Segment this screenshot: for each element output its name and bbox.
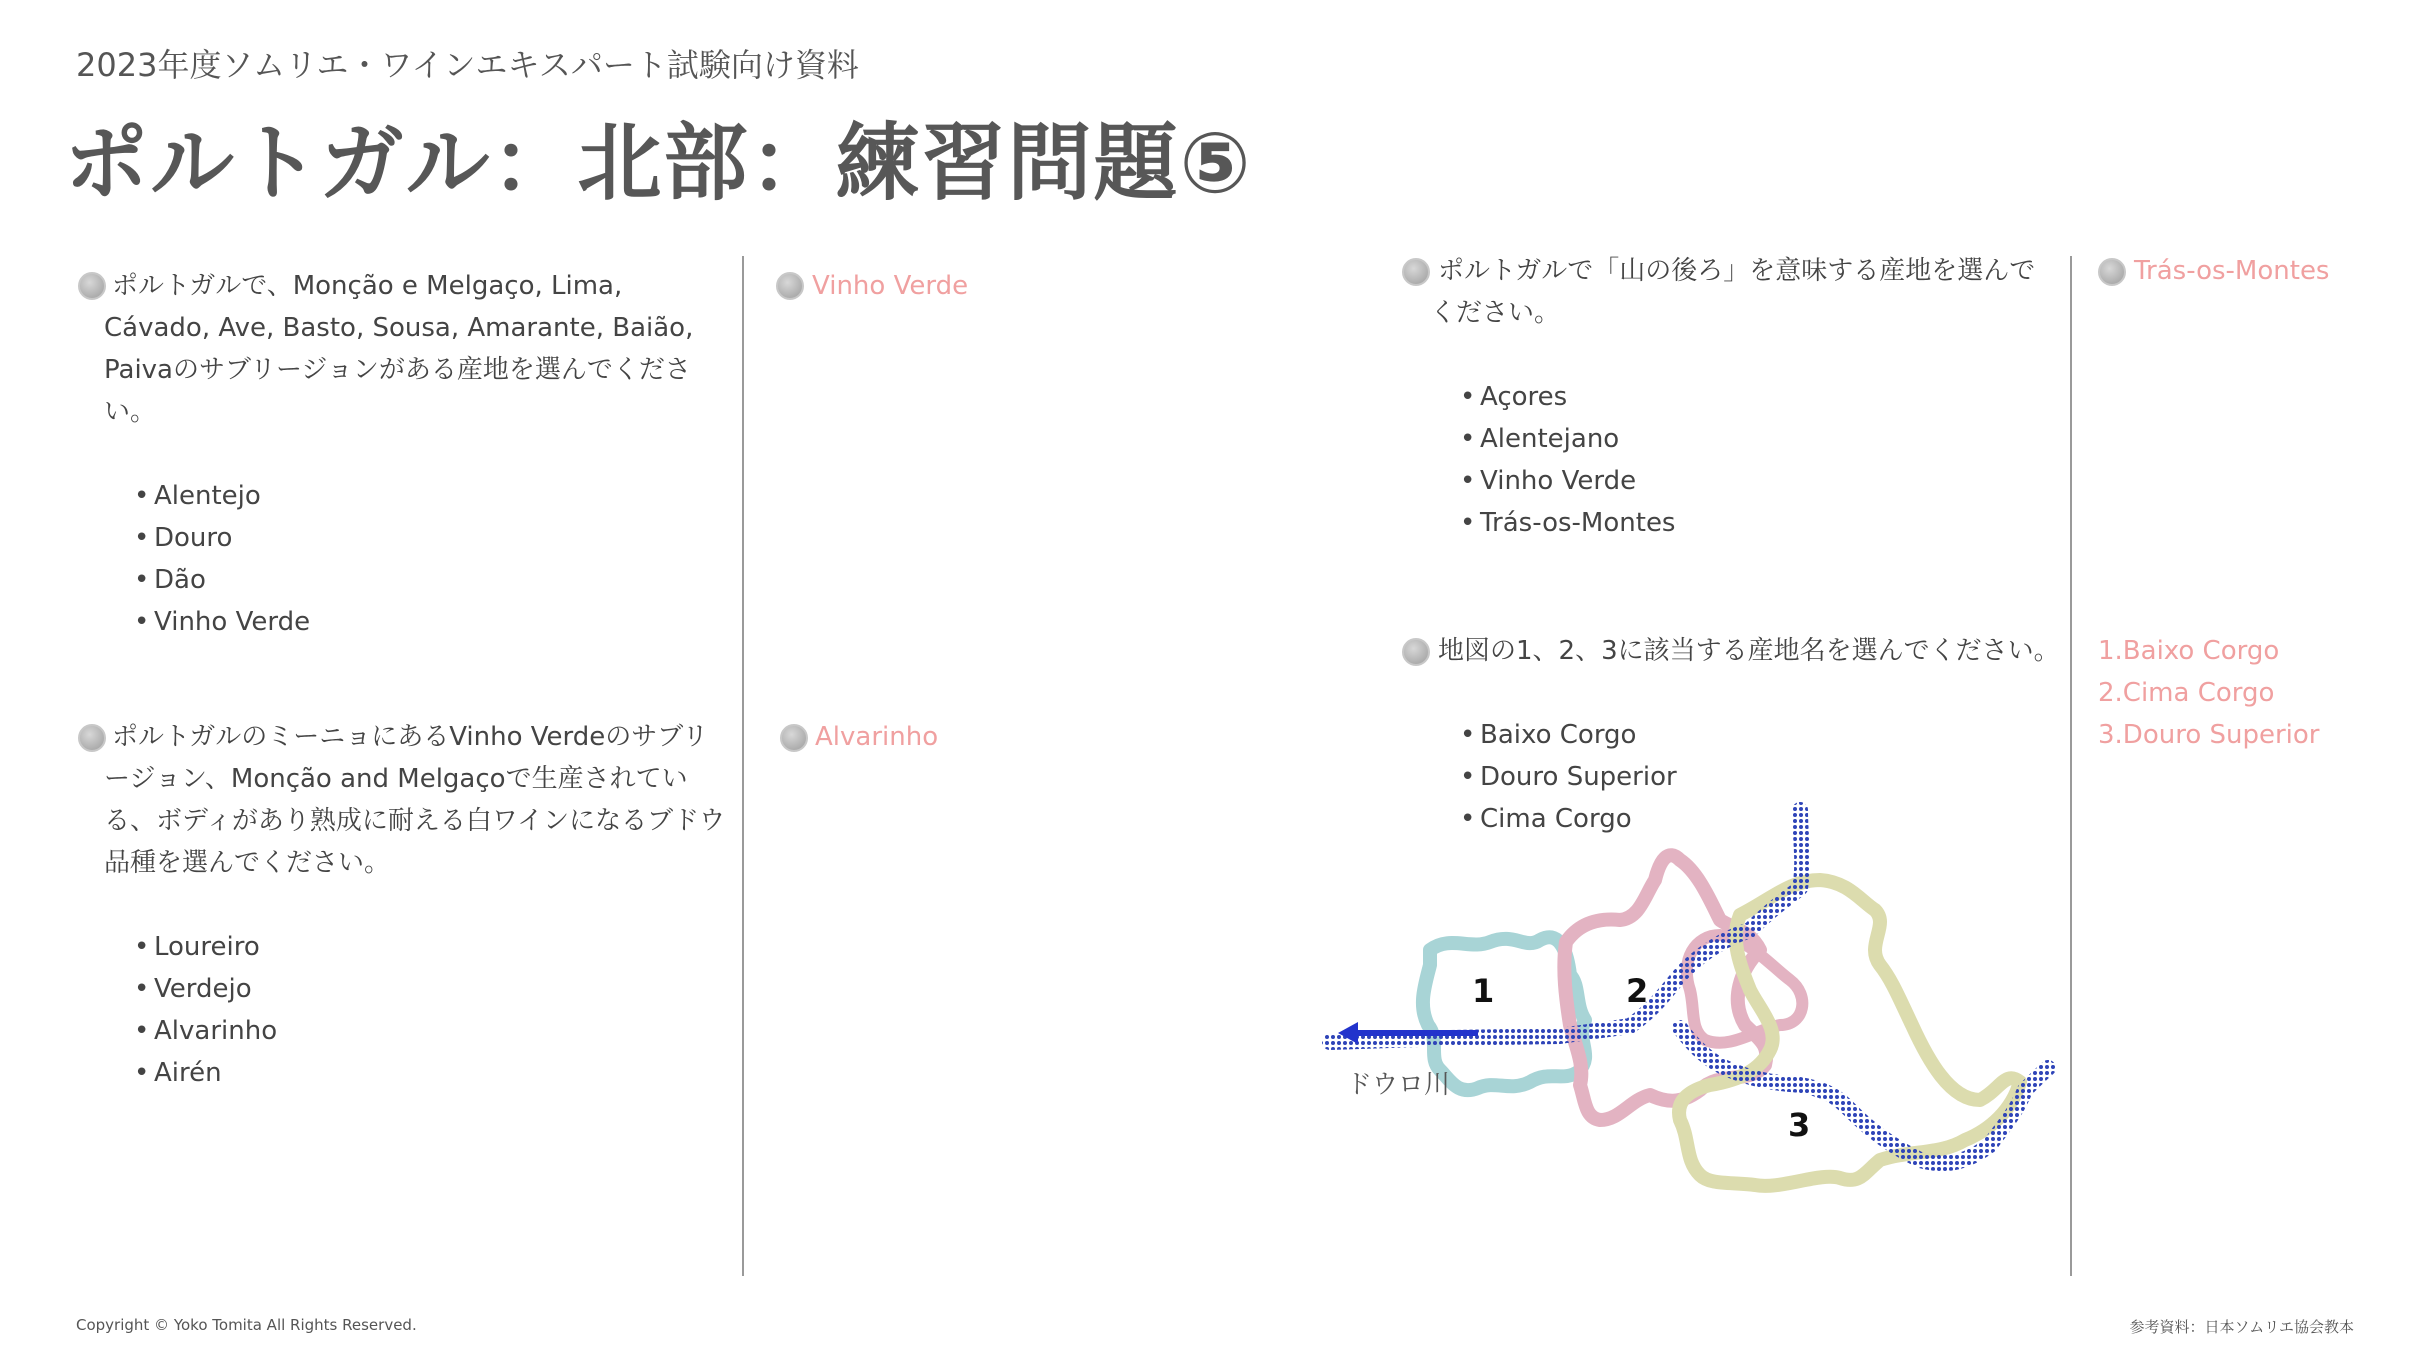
divider-right xyxy=(2070,256,2072,1276)
river-label: ドウロ川 xyxy=(1346,1070,1451,1100)
answer-item: 3.Douro Superior xyxy=(2098,720,2320,750)
douro-map xyxy=(1300,800,2060,1240)
option: • Loureiro xyxy=(126,926,726,968)
question-3-marker-icon xyxy=(1402,258,1430,286)
question-1 xyxy=(104,265,714,643)
page-title: ポルトガル：北部：練習問題⑤ xyxy=(64,114,1253,212)
copyright: Copyright © Yoko Tomita All Rights Reserved. xyxy=(76,1316,417,1334)
question-1-text: ポルトガルで、Monção e Melgaço, Lima, Cávado, Ave, Basto, Sousa, Amarante, Baião, Paivaのサブリージョンがある産地を選んでください。 xyxy=(104,271,694,427)
question-1-marker-icon xyxy=(78,272,106,300)
question-3 xyxy=(1430,250,2054,544)
douro-map-drawing xyxy=(1300,800,2060,1240)
region-3-outline xyxy=(1679,880,2020,1186)
question-2-options xyxy=(104,926,726,1094)
divider-left xyxy=(742,256,744,1276)
option: • Verdejo xyxy=(126,968,726,1010)
option: • Douro xyxy=(126,517,714,559)
answer-2: Alvarinho xyxy=(815,722,939,752)
question-3-text: ポルトガルで「山の後ろ」を意味する産地を選んでください。 xyxy=(1430,256,2036,328)
option: • Vinho Verde xyxy=(1452,460,2054,502)
question-2 xyxy=(104,716,726,1094)
answer-2-marker-icon xyxy=(780,724,808,752)
page-subtitle: 2023年度ソムリエ・ワインエキスパート試験向け資料 xyxy=(76,46,859,84)
question-2-marker-icon xyxy=(78,724,106,752)
question-3-options xyxy=(1430,376,2054,544)
option: • Vinho Verde xyxy=(126,601,714,643)
answer-1: Vinho Verde xyxy=(812,271,969,301)
option: • Baixo Corgo xyxy=(1452,714,2070,756)
map-label-3: 3 xyxy=(1788,1106,1811,1144)
question-1-options xyxy=(104,475,714,643)
option: • Alentejano xyxy=(1452,418,2054,460)
option: • Açores xyxy=(1452,376,2054,418)
question-2-text: ポルトガルのミーニョにあるVinho Verdeのサブリージョン、Monção and Melgaçoで生産されている、ボディがあり熟成に耐える白ワインになるブドウ品種を選んでください。 xyxy=(104,722,726,878)
answer-item: 2.Cima Corgo xyxy=(2098,678,2275,708)
option: • Cima Corgo xyxy=(1452,798,2070,840)
option: • Alentejo xyxy=(126,475,714,517)
answer-3: Trás-os-Montes xyxy=(2134,256,2330,286)
answer-4 xyxy=(2098,630,2320,756)
option: • Airén xyxy=(126,1052,726,1094)
option: • Alvarinho xyxy=(126,1010,726,1052)
map-label-2: 2 xyxy=(1626,972,1649,1010)
answer-4-list xyxy=(2098,630,2320,756)
answer-1-marker-icon xyxy=(776,272,804,300)
option: • Douro Superior xyxy=(1452,756,2070,798)
option: • Trás-os-Montes xyxy=(1452,502,2054,544)
question-4-text: 地図の1、2、3に該当する産地名を選んでください。 xyxy=(1438,636,2060,666)
option: • Dão xyxy=(126,559,714,601)
reference-note: 参考資料：日本ソムリエ協会教本 xyxy=(2129,1318,2354,1336)
answer-3-marker-icon xyxy=(2098,258,2126,286)
answer-item: 1.Baixo Corgo xyxy=(2098,636,2280,666)
question-4-marker-icon xyxy=(1402,638,1430,666)
map-label-1: 1 xyxy=(1472,972,1495,1010)
